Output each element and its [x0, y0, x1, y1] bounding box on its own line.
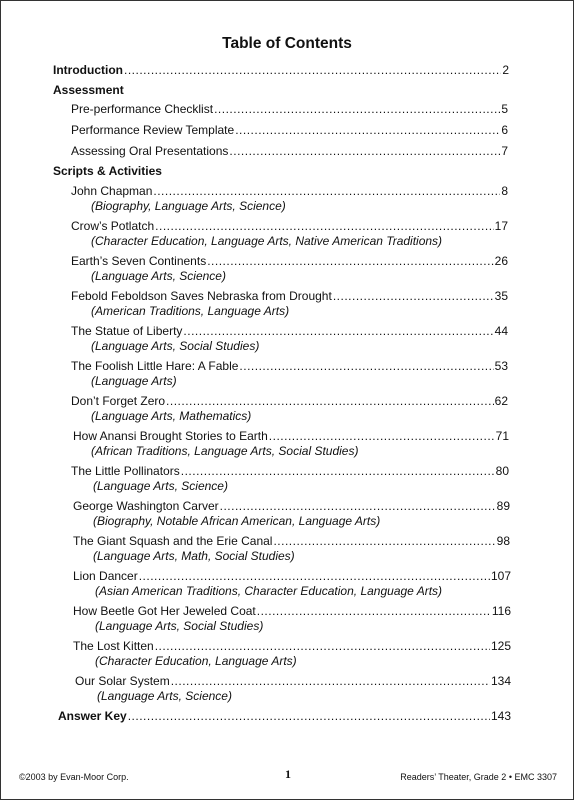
toc-page-number: 17 [494, 219, 508, 233]
toc-page-number: 35 [494, 289, 508, 303]
toc-entry-subjects: (Asian American Traditions, Character Education, Language Arts) [95, 584, 443, 598]
toc-entry-label: Assessing Oral Presentations [71, 144, 229, 158]
toc-entry-subjects: (Language Arts) [91, 374, 177, 388]
dot-leader [269, 429, 495, 443]
toc-page-number: 5 [501, 102, 508, 116]
toc-page-number: 98 [496, 534, 510, 548]
dot-leader [171, 674, 490, 688]
toc-page-number: 44 [494, 324, 508, 338]
dot-leader [153, 184, 500, 198]
toc-page-number: 107 [490, 569, 511, 583]
toc-page-number: 8 [501, 184, 508, 198]
toc-entry-label: Crow’s Potlatch [71, 219, 155, 233]
toc-entry-subjects: (Character Education, Language Arts, Native American Traditions) [91, 234, 443, 248]
dot-leader [139, 569, 490, 583]
toc-entry-answer-key[interactable] [58, 709, 511, 723]
toc-entry-subjects: (Character Education, Language Arts) [95, 654, 297, 668]
toc-entry[interactable] [71, 359, 508, 373]
toc-entry-subjects: (American Traditions, Language Arts) [91, 304, 290, 318]
toc-entry[interactable] [73, 499, 510, 513]
toc-entry-label: How Anansi Brought Stories to Earth [73, 429, 268, 443]
dot-leader [183, 324, 493, 338]
toc-entry-subjects: (Biography, Notable African American, Language Arts) [93, 514, 381, 528]
dot-leader [220, 499, 496, 513]
toc-page-number: 2 [502, 63, 509, 77]
toc-page-number: 71 [495, 429, 509, 443]
toc-entry-label: Our Solar System [75, 674, 170, 688]
toc-entry[interactable] [71, 324, 508, 338]
toc-entry[interactable] [71, 184, 508, 198]
toc-entry[interactable] [75, 674, 511, 688]
dot-leader [166, 394, 494, 408]
toc-entry[interactable] [73, 534, 510, 548]
toc-entry-label: Pre-performance Checklist [71, 102, 214, 116]
dot-leader [207, 254, 493, 268]
dot-leader [257, 604, 491, 618]
toc-entry-label: Answer Key [58, 709, 127, 723]
toc-entry[interactable] [73, 639, 511, 653]
dot-leader [239, 359, 493, 373]
toc-entry-label: The Little Pollinators [71, 464, 180, 478]
toc-entry[interactable] [73, 569, 511, 583]
toc-entry[interactable] [71, 102, 508, 116]
toc-entry-label: George Washington Carver [73, 499, 219, 513]
toc-page-number: 53 [494, 359, 508, 373]
toc-entry-subjects: (Language Arts, Math, Social Studies) [93, 549, 295, 563]
toc-entry-label: Don’t Forget Zero [71, 394, 166, 408]
toc-entry[interactable] [71, 289, 508, 303]
toc-entry[interactable] [71, 144, 508, 158]
footer-book-info: Readers’ Theater, Grade 2 • EMC 3307 [400, 772, 557, 782]
toc-page-number: 125 [490, 639, 511, 653]
dot-leader [124, 63, 501, 77]
toc-entry[interactable] [71, 464, 509, 478]
section-heading-assessment: Assessment [53, 83, 124, 97]
toc-page-number: 134 [490, 674, 511, 688]
toc-entry-subjects: (Language Arts, Science) [97, 689, 232, 703]
toc-entry[interactable] [73, 604, 511, 618]
dot-leader [214, 102, 500, 116]
toc-entry-label: Lion Dancer [73, 569, 138, 583]
toc-entry-label: How Beetle Got Her Jeweled Coat [73, 604, 256, 618]
dot-leader [235, 123, 500, 137]
toc-entry-label: Performance Review Template [71, 123, 235, 137]
toc-page-number: 89 [496, 499, 510, 513]
toc-entry[interactable] [71, 254, 508, 268]
toc-entry-subjects: (Language Arts, Science) [91, 269, 226, 283]
toc-entry-label: Febold Feboldson Saves Nebraska from Drought [71, 289, 332, 303]
section-heading-scripts: Scripts & Activities [53, 164, 162, 178]
toc-entry-label: John Chapman [71, 184, 153, 198]
dot-leader [273, 534, 495, 548]
dot-leader [128, 709, 490, 723]
toc-page-number: 6 [501, 123, 508, 137]
dot-leader [155, 219, 493, 233]
dot-leader [229, 144, 500, 158]
toc-page-number: 80 [495, 464, 509, 478]
toc-entry-subjects: (Language Arts, Social Studies) [91, 339, 260, 353]
page-title: Table of Contents [222, 35, 352, 52]
toc-entry-label: Introduction [53, 63, 123, 77]
toc-entry-subjects: (Language Arts, Science) [93, 479, 228, 493]
toc-entry-label: The Lost Kitten [73, 639, 154, 653]
footer-page-number: 1 [285, 767, 291, 781]
dot-leader [333, 289, 494, 303]
toc-entry-label: The Foolish Little Hare: A Fable [71, 359, 239, 373]
toc-page-number: 7 [501, 144, 508, 158]
toc-page-number: 62 [494, 394, 508, 408]
toc-entry[interactable] [71, 219, 508, 233]
toc-entry[interactable] [71, 394, 508, 408]
toc-page-number: 116 [491, 604, 511, 618]
toc-entry-subjects: (Language Arts, Mathematics) [91, 409, 252, 423]
toc-page-number: 143 [490, 709, 511, 723]
toc-entry-label: Earth’s Seven Continents [71, 254, 207, 268]
footer-copyright: ©2003 by Evan-Moor Corp. [19, 772, 129, 782]
dot-leader [181, 464, 495, 478]
dot-leader [155, 639, 490, 653]
toc-entry-subjects: (African Traditions, Language Arts, Social Studies) [91, 444, 359, 458]
toc-entry-introduction[interactable] [53, 63, 509, 77]
toc-entry-label: The Statue of Liberty [71, 324, 183, 338]
toc-entry-subjects: (Language Arts, Social Studies) [95, 619, 264, 633]
toc-entry-label: The Giant Squash and the Erie Canal [73, 534, 273, 548]
toc-entry[interactable] [71, 123, 508, 137]
toc-page-number: 26 [494, 254, 508, 268]
toc-entry[interactable] [73, 429, 509, 443]
toc-entry-subjects: (Biography, Language Arts, Science) [91, 199, 286, 213]
